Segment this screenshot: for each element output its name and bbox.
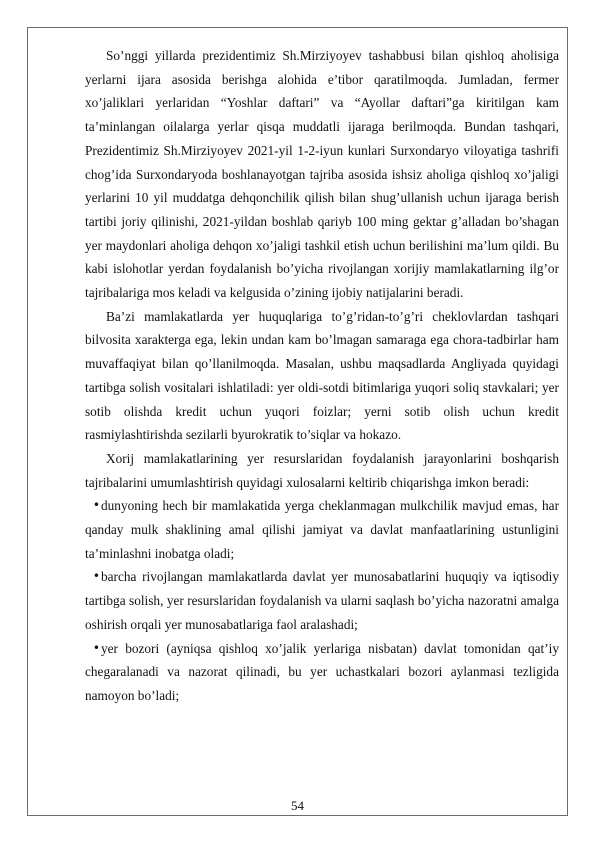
paragraph-3: Xorij mamlakatlarining yer resurslaridan foydalanish jarayonlarini boshqarish tajribalarini umumlashtirish quyidagi xulosalarni keltirib chiqarishga imkon beradi: bbox=[85, 450, 559, 490]
bullet-icon: • bbox=[92, 498, 100, 513]
list-item bbox=[85, 494, 559, 565]
bullet-icon: • bbox=[92, 569, 100, 584]
paragraph-2: Ba’zi mamlakatlarda yer huquqlariga to’g’ridan-to’g’ri cheklovlardan tashqari bilvosita xarakterga ega, lekin undan kam bo’lmagan samaraga ega chora-tadbirlar ham muvaffaqiyat bilan qo’llanilmoqda. Masalan, ushbu maqsadlarda Angliyada quyidagi tartibga solish vositalari ishlatiladi: yer oldi-sotdi bitimlariga yuqori soliq stavkalari; yer sotib olishda kredit uchun yuqori foizlar; yerni sotib olish uchun kredit rasmiylashtirishda sezilarli byurokratik to’siqlar va hokazo. bbox=[85, 308, 559, 443]
list-item bbox=[85, 565, 559, 636]
page-number: 54 bbox=[291, 798, 304, 813]
bullet-icon: • bbox=[92, 640, 100, 655]
list-item-text: dunyoning hech bir mamlakatida yerga cheklanmagan mulkchilik mavjud emas, har qanday mulk shaklining amal qilishi jamiyat va davlat manfaatlarining ustunligini ta’minlashni inobatga oladi; bbox=[85, 498, 559, 561]
paragraph-1: So’nggi yillarda prezidentimiz Sh.Mirziyoyev tashabbusi bilan qishloq aholisiga yerlarni ijara asosida berishga alohida e’tibor qaratilmoqda. Jumladan, fermer xo’jaliklari yerlaridan “Yoshlar daftari” va “Ayollar daftari”ga kiritilgan kam ta’minlangan oilalarga yerlar qisqa muddatli ijaraga berilmoqda. Bundan tashqari, Prezidentimiz Sh.Mirziyoyev 2021-yil 1-2-iyun kunlari Surxondaryo viloyatiga tashrifi chog’ida Surxondaryoda boshlanayotgan tajriba asosida ishsiz aholiga qishloq xo’jaligi yerlarini 10 yil muddatga dehqonchilik qilish bilan shug’ullanish uchun ijaraga berish tartibi joriy qilinishi, 2021-yildan boshlab qariyb 100 ming gektar g’alladan bo’shagan yer maydonlari aholiga dehqon xo’jaligi tashkil etish uchun berilishini ma’lum qildi. Bu kabi islohotlar yerdan foydalanish bo’yicha rivojlangan xorijiy mamlakatlarning ilg’or tajribalariga mos keladi va kelgusida o’zining ijobiy natijalarini beradi. bbox=[85, 48, 559, 301]
list-item-text: barcha rivojlangan mamlakatlarda davlat yer munosabatlarini huquqiy va iqtisodiy tartibga solish, yer resurslaridan foydalanish va ularni saqlash bo’yicha nazoratni amalga oshirish orqali yer munosabatlariga faol aralashadi; bbox=[85, 569, 559, 632]
list-item bbox=[85, 637, 559, 708]
list-item-text: yer bozori (ayniqsa qishloq xo’jalik yerlariga nisbatan) davlat tomonidan qat’iy chegaralanadi va nazorat qilinadi, bu yer uchastkalari bozori aylanmasi tezligida namoyon bo’ladi; bbox=[85, 640, 559, 703]
document-body bbox=[85, 44, 559, 708]
